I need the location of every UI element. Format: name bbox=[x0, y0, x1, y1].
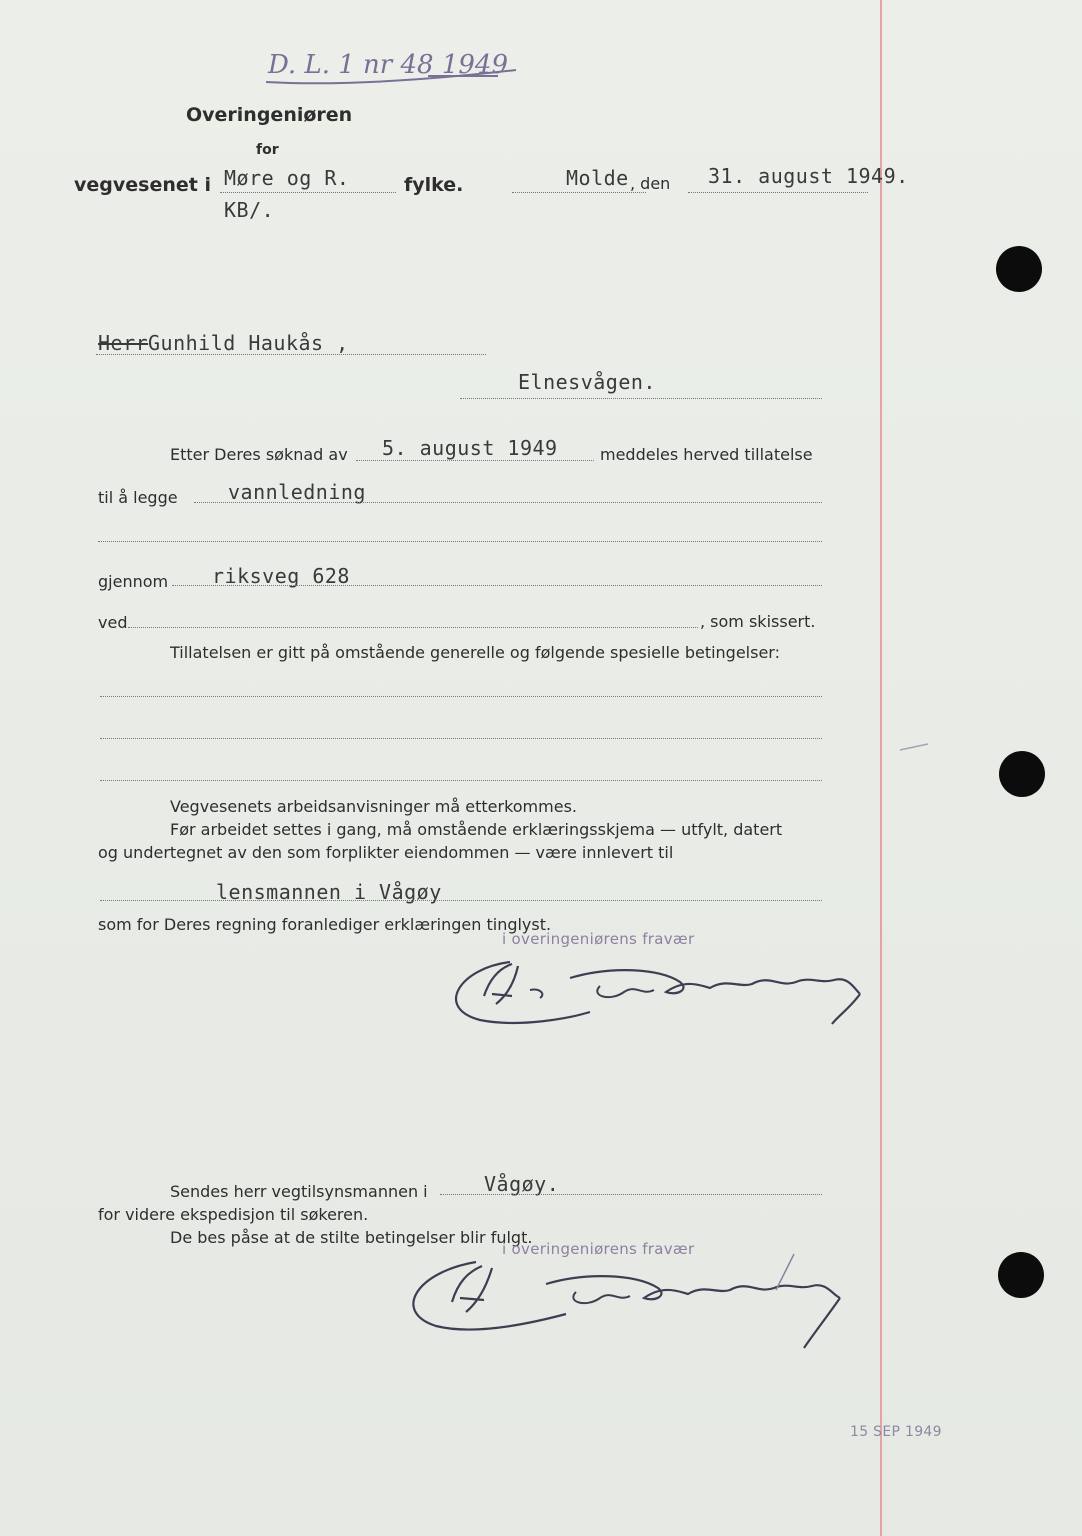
absence-stamp-1: i overingeniørens fravær bbox=[502, 930, 695, 948]
at-dotted-line bbox=[128, 627, 698, 628]
reference-value: KB/. bbox=[224, 198, 275, 222]
lay-continuation-dotted-line bbox=[98, 541, 822, 542]
absence-stamp-2: i overingeniørens fravær bbox=[502, 1240, 695, 1258]
stray-pencil-mark bbox=[896, 740, 936, 756]
letterhead-prefix: vegvesenet i bbox=[74, 174, 211, 196]
footer-line-3: De bes påse at de stilte betingelser blir fulgt. bbox=[170, 1228, 533, 1247]
lay-dotted-line bbox=[194, 502, 822, 503]
addressee-title-struck: Herr bbox=[98, 331, 149, 355]
deliver-to-value: lensmannen i Vågøy bbox=[216, 880, 442, 904]
at-suffix: , som skissert. bbox=[700, 612, 816, 631]
application-prefix: Etter Deres søknad av bbox=[170, 445, 348, 464]
deliver-to-dotted-line bbox=[100, 900, 822, 901]
at-label: ved bbox=[98, 613, 128, 632]
lay-value: vannledning bbox=[228, 480, 366, 504]
place-value: Molde bbox=[566, 166, 629, 190]
addressee-place-dotted-line bbox=[460, 398, 822, 399]
through-dotted-line bbox=[172, 585, 822, 586]
send-value: Vågøy. bbox=[484, 1172, 560, 1196]
instructions-line-2: Før arbeidet settes i gang, må omstående erklæringsskjema — utfylt, datert bbox=[170, 820, 783, 839]
lay-label: til å legge bbox=[98, 488, 178, 507]
place-dotted-line bbox=[512, 192, 646, 193]
through-value: riksveg 628 bbox=[212, 564, 350, 588]
conditions-dotted-line-1 bbox=[100, 696, 822, 697]
application-date-dotted-line bbox=[356, 460, 594, 461]
registration-text: som for Deres regning foranlediger erklæringen tinglyst. bbox=[98, 915, 552, 934]
letterhead-suffix: fylke. bbox=[404, 174, 464, 196]
archive-mark-underline bbox=[258, 40, 528, 110]
county-value: Møre og R. bbox=[224, 166, 350, 190]
addressee-dotted-line bbox=[96, 354, 486, 355]
punch-hole-bottom bbox=[998, 1252, 1044, 1298]
conditions-dotted-line-2 bbox=[100, 738, 822, 739]
signature-2-mark bbox=[396, 1232, 876, 1362]
letterhead-title: Overingeniøren bbox=[186, 104, 353, 126]
instructions-line-1: Vegvesenets arbeidsanvisninger må etterkommes. bbox=[170, 797, 577, 816]
conditions-dotted-line-3 bbox=[100, 780, 822, 781]
date-dotted-line bbox=[688, 192, 868, 193]
addressee-name: Gunhild Haukås , bbox=[148, 331, 349, 355]
send-prefix: Sendes herr vegtilsynsmannen i bbox=[170, 1182, 428, 1201]
received-date-stamp: 15 SEP 1949 bbox=[850, 1424, 942, 1440]
letterhead-for: for bbox=[256, 142, 279, 158]
signature-1-mark bbox=[440, 948, 890, 1038]
county-dotted-line bbox=[220, 192, 396, 193]
conditions-text: Tillatelsen er gitt på omstående generelle og følgende spesielle betingelser: bbox=[170, 643, 780, 662]
archive-mark: D. L. 1 nr 48 1949 bbox=[268, 50, 509, 80]
footer-line-2: for videre ekspedisjon til søkeren. bbox=[98, 1205, 369, 1224]
application-suffix: meddeles herved tillatelse bbox=[600, 445, 813, 464]
date-label: , den bbox=[630, 174, 671, 193]
through-label: gjennom bbox=[98, 572, 169, 591]
addressee-place: Elnesvågen. bbox=[518, 370, 656, 394]
margin-rule bbox=[880, 0, 882, 1536]
send-dotted-line bbox=[440, 1194, 822, 1195]
punch-hole-top bbox=[996, 246, 1042, 292]
application-date: 5. august 1949 bbox=[382, 436, 558, 460]
instructions-line-3: og undertegnet av den som forplikter eiendommen — være innlevert til bbox=[98, 843, 674, 862]
date-value: 31. august 1949. bbox=[708, 164, 909, 188]
punch-hole-middle bbox=[999, 751, 1045, 797]
